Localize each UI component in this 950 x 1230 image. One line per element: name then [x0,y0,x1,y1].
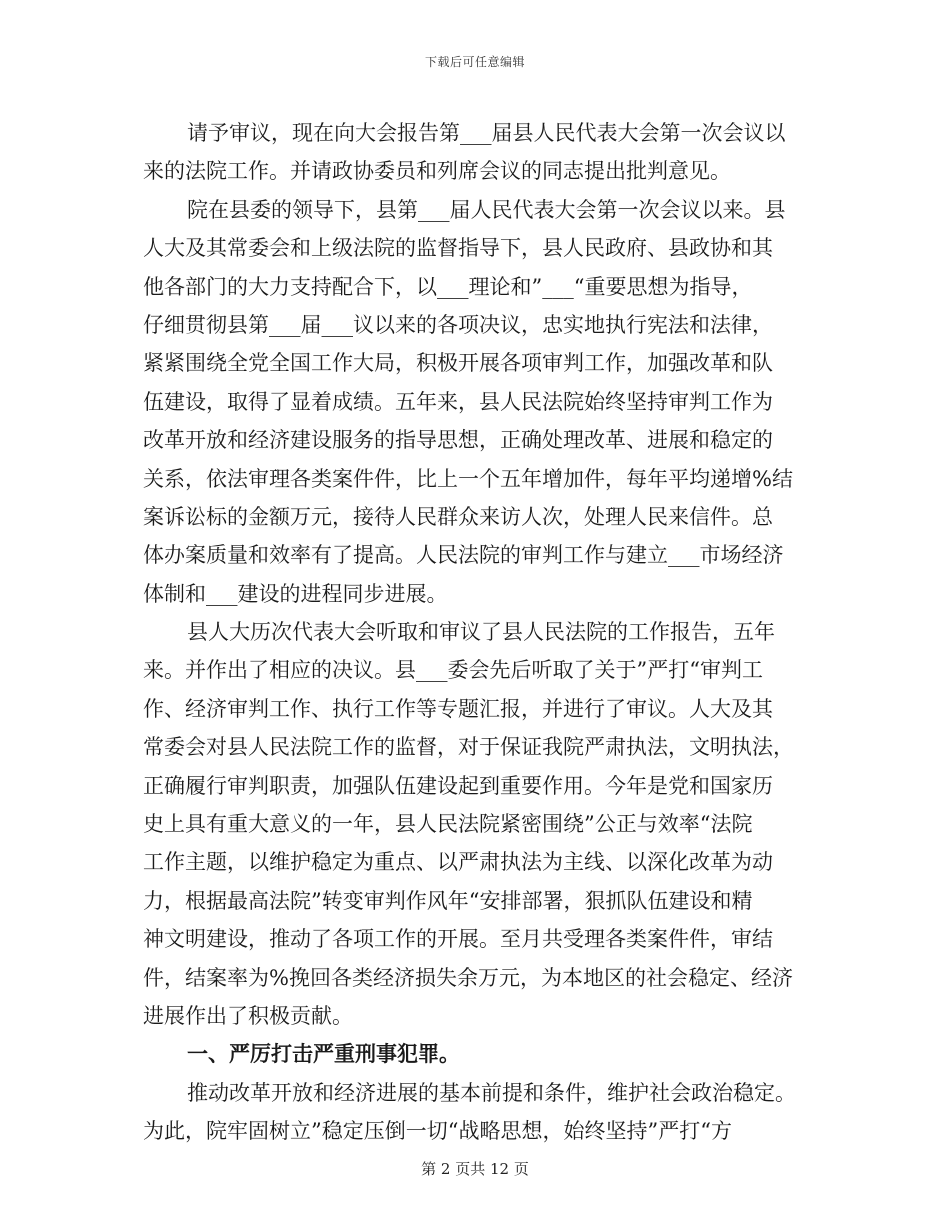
text-line: 仔细贯彻县第___届___议以来的各项决议，忠实地执行宪法和法律， [143,312,773,337]
page-footer: 第 2 页共 12 页 [421,1160,529,1178]
text-line: 件，结案率为%挽回各类经济损失余万元，为本地区的社会稳定、经济 [143,965,793,990]
text-line: 来。并作出了相应的决议。县___委会先后听取了关于”严打“审判工 [143,658,763,683]
text-line: 常委会对县人民法院工作的监督，对于保证我院严肃执法，文明执法， [143,735,794,760]
text-line: 作、经济审判工作、执行工作等专题汇报，并进行了审议。人大及其 [143,696,773,721]
text-line: 工作主题，以维护稳定为重点、以严肃执法为主线、以深化改革为动 [143,850,773,875]
text-line: 请予审议，现在向大会报告第___届县人民代表大会第一次会议以 [187,121,786,145]
text-line: 史上具有重大意义的一年，县人民法院紧密围绕”公正与效率“法院 [143,812,753,837]
body-text [143,114,809,1151]
text-line: 紧紧围绕全党全国工作大局，积极开展各项审判工作，加强改革和队 [143,351,773,376]
text-line: 神文明建设，推动了各项工作的开展。至月共受理各类案件件，审结 [143,927,773,952]
text-line: 力，根据最高法院”转变审判作风年“安排部署，狠抓队伍建设和精 [143,888,753,913]
text-line: 伍建设，取得了显着成绩。五年来，县人民法院始终坚持审判工作为 [143,389,773,414]
text-line: 为此，院牢固树立”稳定压倒一切“战略思想，始终坚持”严打“方 [143,1119,732,1144]
text-line: 体办案质量和效率有了提高。人民法院的审判工作与建立___市场经济 [143,543,784,568]
text-line: 案诉讼标的金额万元，接待人民群众来访人次，处理人民来信件。总 [143,504,773,529]
text-line: 体制和___建设的进程同步进展。 [143,581,448,606]
text-line: 进展作出了积极贡献。 [143,1003,353,1028]
text-line: 来的法院工作。并请政协委员和列席会议的同志提出批判意见。 [143,159,731,184]
text-line: 正确履行审判职责，加强队伍建设起到重要作用。今年是党和国家历 [143,773,773,798]
text-line: 关系，依法审理各类案件件，比上一个五年增加件，每年平均递增%结 [143,466,793,491]
text-line: 院在县委的领导下，县第___届人民代表大会第一次会议以来。县 [187,197,786,222]
text-line: 他各部门的大力支持配合下，以___理论和”___“重要思想为指导， [143,274,753,299]
text-line: 县人大历次代表大会听取和审议了县人民法院的工作报告，五年 [187,620,775,645]
header-note: 下载后可任意编辑 [424,55,525,69]
text-line: 改革开放和经济建设服务的指导思想，正确处理改革、进展和稳定的 [143,428,773,453]
text-line: 人大及其常委会和上级法院的监督指导下，县人民政府、县政协和其 [143,236,773,261]
section-heading: 一、严厉打击严重刑事犯罪。 [187,1041,460,1067]
text-line: 推动改革开放和经济进展的基本前提和条件，维护社会政治稳定。 [187,1080,796,1105]
